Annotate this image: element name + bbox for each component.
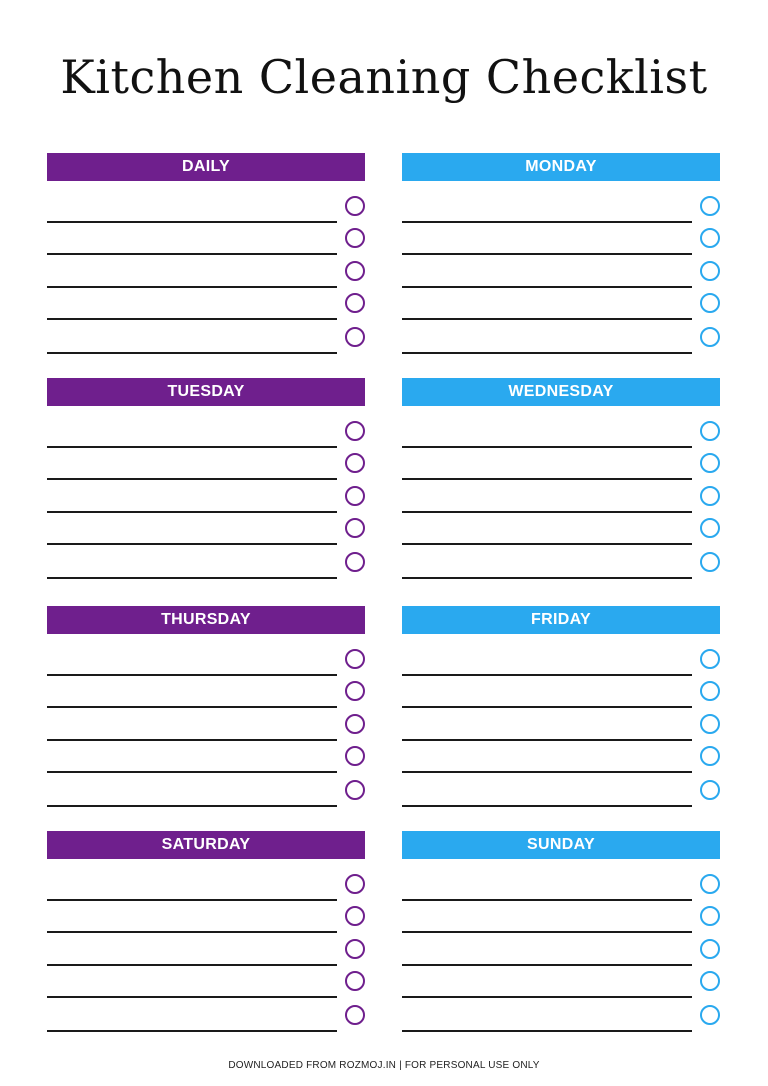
checklist-row [47, 640, 365, 676]
checklist-row [402, 187, 720, 223]
checkbox-circle[interactable] [700, 971, 720, 991]
checklist-row [402, 288, 720, 320]
checklist-row [47, 480, 365, 513]
section-monday [402, 153, 720, 363]
checkbox-circle[interactable] [345, 1005, 365, 1025]
write-in-line[interactable] [47, 1030, 337, 1032]
checkbox-circle[interactable] [345, 421, 365, 441]
checkbox-circle[interactable] [345, 939, 365, 959]
section-thursday [47, 606, 365, 816]
checklist-row [402, 966, 720, 998]
page-title: Kitchen Cleaning Checklist [60, 50, 708, 104]
checkbox-circle[interactable] [345, 293, 365, 313]
write-in-line[interactable] [402, 352, 692, 354]
section-header: DAILY [47, 153, 365, 181]
section-sunday [402, 831, 720, 1041]
checklist-row [47, 448, 365, 480]
checkbox-circle[interactable] [700, 261, 720, 281]
checklist-row [47, 412, 365, 448]
write-in-line[interactable] [402, 577, 692, 579]
checklist-row [402, 412, 720, 448]
checkbox-circle[interactable] [700, 874, 720, 894]
checkbox-circle[interactable] [700, 746, 720, 766]
checklist-row [47, 255, 365, 288]
checkbox-circle[interactable] [700, 939, 720, 959]
checkbox-circle[interactable] [700, 552, 720, 572]
section-saturday [47, 831, 365, 1041]
checklist-row [47, 998, 365, 1032]
section-wednesday [402, 378, 720, 588]
checklist-row [47, 966, 365, 998]
section-header: FRIDAY [402, 606, 720, 634]
checkbox-circle[interactable] [345, 906, 365, 926]
checkbox-circle[interactable] [700, 421, 720, 441]
section-header: SUNDAY [402, 831, 720, 859]
checklist-row [402, 741, 720, 773]
checklist-row [47, 223, 365, 255]
write-in-line[interactable] [47, 805, 337, 807]
section-header: SATURDAY [47, 831, 365, 859]
checklist-row [402, 545, 720, 579]
checkbox-circle[interactable] [345, 196, 365, 216]
checklist-row [402, 640, 720, 676]
footer-note: DOWNLOADED FROM ROZMOJ.IN | FOR PERSONAL USE ONLY [228, 1060, 540, 1071]
checkbox-circle[interactable] [700, 327, 720, 347]
checkbox-circle[interactable] [700, 228, 720, 248]
checklist-row [47, 513, 365, 545]
write-in-line[interactable] [47, 577, 337, 579]
checkbox-circle[interactable] [700, 293, 720, 313]
checklist-row [402, 255, 720, 288]
checkbox-circle[interactable] [345, 486, 365, 506]
checklist-row [402, 773, 720, 807]
checkbox-circle[interactable] [345, 327, 365, 347]
checklist-row [47, 676, 365, 708]
checklist-row [47, 865, 365, 901]
checklist-row [47, 933, 365, 966]
checkbox-circle[interactable] [700, 196, 720, 216]
section-friday [402, 606, 720, 816]
checklist-row [47, 773, 365, 807]
checkbox-circle[interactable] [700, 486, 720, 506]
checklist-row [47, 708, 365, 741]
checkbox-circle[interactable] [345, 453, 365, 473]
section-daily [47, 153, 365, 363]
checklist-row [402, 320, 720, 354]
checklist-row [402, 676, 720, 708]
checkbox-circle[interactable] [345, 746, 365, 766]
checklist-row [402, 480, 720, 513]
checkbox-circle[interactable] [700, 1005, 720, 1025]
checkbox-circle[interactable] [700, 681, 720, 701]
checkbox-circle[interactable] [345, 518, 365, 538]
checkbox-circle[interactable] [345, 681, 365, 701]
checkbox-circle[interactable] [700, 453, 720, 473]
checklist-row [47, 288, 365, 320]
section-header: TUESDAY [47, 378, 365, 406]
checkbox-circle[interactable] [345, 874, 365, 894]
checklist-row [402, 448, 720, 480]
checklist-row [402, 223, 720, 255]
checklist-row [47, 741, 365, 773]
write-in-line[interactable] [402, 1030, 692, 1032]
checklist-row [402, 933, 720, 966]
checkbox-circle[interactable] [700, 649, 720, 669]
checkbox-circle[interactable] [700, 780, 720, 800]
checkbox-circle[interactable] [700, 906, 720, 926]
checklist-row [402, 513, 720, 545]
checkbox-circle[interactable] [345, 714, 365, 734]
checklist-row [402, 865, 720, 901]
checklist-row [402, 708, 720, 741]
section-header: MONDAY [402, 153, 720, 181]
checkbox-circle[interactable] [700, 714, 720, 734]
checklist-row [402, 901, 720, 933]
section-header: THURSDAY [47, 606, 365, 634]
checklist-row [47, 901, 365, 933]
checklist-row [47, 320, 365, 354]
checkbox-circle[interactable] [345, 780, 365, 800]
checklist-row [47, 187, 365, 223]
checklist-row [402, 998, 720, 1032]
checkbox-circle[interactable] [345, 649, 365, 669]
checkbox-circle[interactable] [345, 228, 365, 248]
checkbox-circle[interactable] [700, 518, 720, 538]
write-in-line[interactable] [402, 805, 692, 807]
checkbox-circle[interactable] [345, 552, 365, 572]
section-tuesday [47, 378, 365, 588]
write-in-line[interactable] [47, 352, 337, 354]
checkbox-circle[interactable] [345, 261, 365, 281]
section-header: WEDNESDAY [402, 378, 720, 406]
checkbox-circle[interactable] [345, 971, 365, 991]
checklist-row [47, 545, 365, 579]
